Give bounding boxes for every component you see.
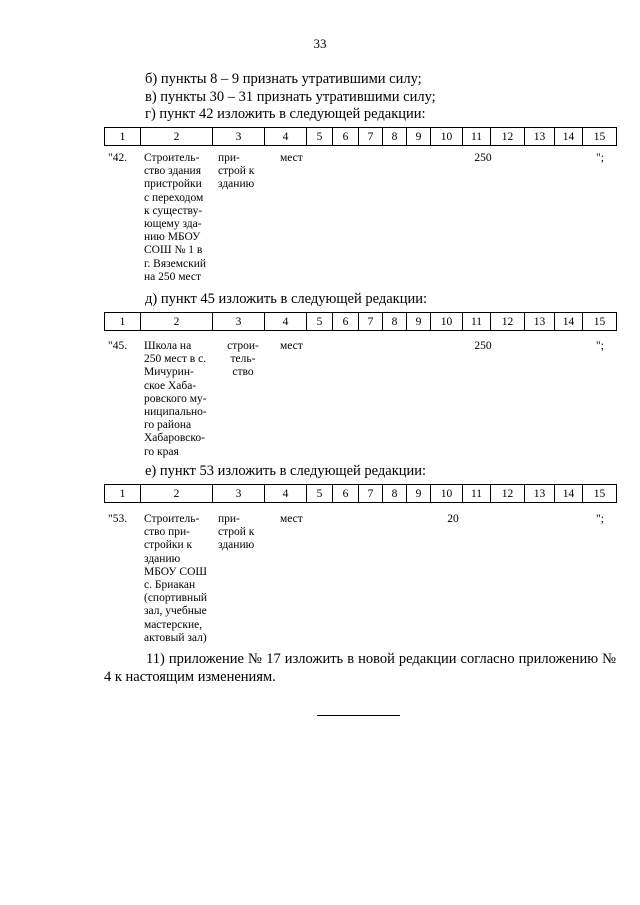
header-cell: 4 — [265, 485, 307, 503]
item-g: г) пункт 42 изложить в следующей редакции: — [145, 106, 426, 122]
header-cell: 11 — [463, 485, 491, 503]
header-cell: 9 — [407, 485, 431, 503]
header-cell: 12 — [491, 313, 525, 331]
header-cell: 2 — [141, 128, 213, 146]
unit: мест — [280, 152, 303, 164]
page-number: 33 — [313, 36, 327, 51]
header-cell: 6 — [333, 485, 359, 503]
header-cell: 8 — [383, 128, 407, 146]
header-cell: 7 — [359, 128, 383, 146]
header-table-53 — [104, 484, 617, 503]
header-cell: 13 — [525, 313, 555, 331]
capacity-value: 250 — [474, 152, 492, 164]
header-cell: 6 — [333, 313, 359, 331]
item-v: в) пункты 30 – 31 признать утратившими силу; — [145, 89, 436, 105]
header-cell: 15 — [583, 128, 617, 146]
header-cell: 2 — [141, 313, 213, 331]
object-name: Строитель- ство здания пристройки с переходом к существу- ющему зда- нию МБОУ СОШ № 1 в г. Вяземский на 250 мест — [144, 152, 207, 283]
header-cell: 10 — [431, 485, 463, 503]
item-11: 11) приложение № 17 изложить в новой редакции согласно приложению № 4 к настоящим изменениям. — [104, 651, 616, 685]
header-table-45 — [104, 312, 617, 331]
header-cell: 15 — [583, 313, 617, 331]
header-cell: 13 — [525, 128, 555, 146]
header-cell: 11 — [463, 128, 491, 146]
header-cell: 5 — [307, 485, 333, 503]
closing-quote: "; — [596, 152, 604, 164]
item-d: д) пункт 45 изложить в следующей редакции: — [145, 291, 427, 307]
header-cell: 4 — [265, 313, 307, 331]
header-cell: 3 — [213, 485, 265, 503]
unit: мест — [280, 513, 303, 525]
work-type: при- строй к зданию — [218, 513, 255, 552]
header-cell: 14 — [555, 128, 583, 146]
closing-quote: "; — [596, 513, 604, 525]
row-number: "53. — [108, 513, 128, 525]
item-b: б) пункты 8 – 9 признать утратившими силу; — [145, 71, 422, 87]
row-number: "45. — [108, 340, 128, 352]
work-type: при- строй к зданию — [218, 152, 255, 191]
header-cell: 1 — [105, 485, 141, 503]
header-cell: 7 — [359, 485, 383, 503]
header-cell: 5 — [307, 128, 333, 146]
unit: мест — [280, 340, 303, 352]
capacity-value: 250 — [474, 340, 492, 352]
work-type: строи- тель- ство — [227, 340, 259, 379]
header-cell: 9 — [407, 128, 431, 146]
header-cell: 4 — [265, 128, 307, 146]
header-cell: 13 — [525, 485, 555, 503]
object-name: Школа на 250 мест в с. Мичурин- ское Хаба- ровского му- ниципально- го района Хабаровско- го края — [144, 340, 207, 458]
header-cell: 14 — [555, 313, 583, 331]
header-cell: 1 — [105, 128, 141, 146]
header-cell: 7 — [359, 313, 383, 331]
header-cell: 11 — [463, 313, 491, 331]
closing-quote: "; — [596, 340, 604, 352]
header-cell: 12 — [491, 485, 525, 503]
header-cell: 3 — [213, 128, 265, 146]
header-cell: 12 — [491, 128, 525, 146]
header-cell: 2 — [141, 485, 213, 503]
header-cell: 9 — [407, 313, 431, 331]
header-cell: 3 — [213, 313, 265, 331]
row-number: "42. — [108, 152, 128, 164]
header-cell: 8 — [383, 313, 407, 331]
header-cell: 10 — [431, 128, 463, 146]
header-cell: 6 — [333, 128, 359, 146]
header-cell: 15 — [583, 485, 617, 503]
header-cell: 1 — [105, 313, 141, 331]
closing-rule — [317, 715, 400, 716]
header-cell: 14 — [555, 485, 583, 503]
header-table-42 — [104, 127, 617, 146]
item-e: е) пункт 53 изложить в следующей редакции: — [145, 463, 427, 479]
object-name: Строитель- ство при- стройки к зданию МБОУ СОШ с. Бриакан (спортивный зал, учебные мастерские, актовый зал) — [144, 513, 208, 644]
capacity-value: 20 — [447, 513, 459, 525]
header-cell: 10 — [431, 313, 463, 331]
header-cell: 5 — [307, 313, 333, 331]
header-cell: 8 — [383, 485, 407, 503]
